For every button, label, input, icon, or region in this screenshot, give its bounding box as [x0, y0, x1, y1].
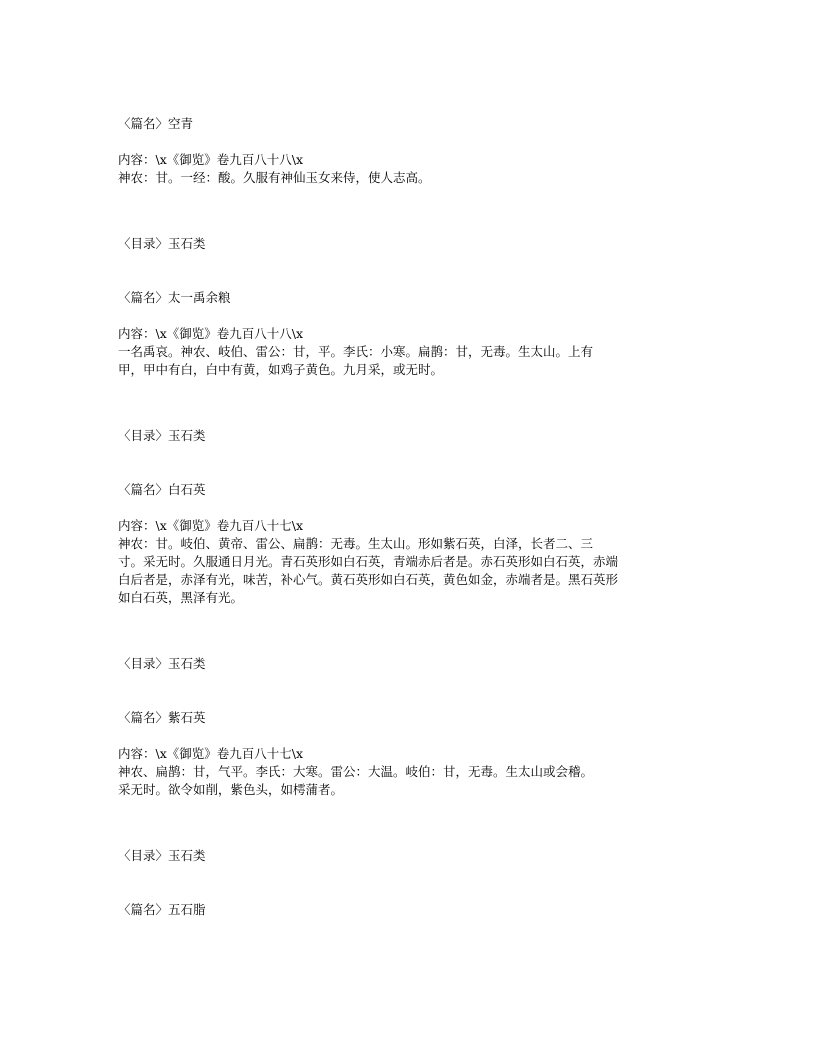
spacer	[118, 607, 698, 655]
content-source-line: 内容：\x《御览》卷九百八十七\x	[118, 746, 304, 761]
content-text-line: 寸。采无时。久服通日月光。青石英形如白石英，青端赤后者是。赤石英形如白石英，赤端	[118, 554, 619, 569]
content-text-line: 神农、扁鹊：甘，气平。李氏：大寒。雷公：大温。岐伯：甘，无毒。生太山或会稽。	[118, 764, 594, 779]
catalog-heading: 〈目录〉玉石类	[118, 848, 206, 863]
spacer	[118, 187, 698, 235]
content-text-line: 神农：甘。岐伯、黄帝、雷公、扁鹊：无毒。生太山。形如紫石英，白泽，长者二、三	[118, 536, 594, 551]
catalog-heading: 〈目录〉玉石类	[118, 236, 206, 251]
spacer	[118, 673, 698, 709]
content-text-line: 如白石英，黑泽有光。	[118, 590, 244, 605]
spacer	[118, 727, 698, 745]
content-text-line: 甲，甲中有白，白中有黄，如鸡子黄色。九月采，或无时。	[118, 362, 444, 377]
section-heading: 〈篇名〉紫石英	[118, 710, 206, 725]
content-source-line: 内容：\x《御览》卷九百八十八\x	[118, 326, 304, 341]
spacer	[118, 799, 698, 847]
content-text-line: 白后者是，赤泽有光，味苦，补心气。黄石英形如白石英，黄色如金，赤端者是。黑石英形	[118, 572, 619, 587]
section-heading: 〈篇名〉五石脂	[118, 902, 206, 917]
content-text-line: 采无时。欲令如削，紫色头，如樗蒲者。	[118, 782, 344, 797]
content-text-line: 神农：甘。一经：酸。久服有神仙玉女来侍，使人志高。	[118, 170, 431, 185]
spacer	[118, 499, 698, 517]
spacer	[118, 865, 698, 901]
document-page	[118, 115, 698, 919]
spacer	[118, 133, 698, 151]
spacer	[118, 379, 698, 427]
content-text-line: 一名禹哀。神农、岐伯、雷公：甘，平。李氏：小寒。扁鹊：甘，无毒。生太山。上有	[118, 344, 594, 359]
catalog-heading: 〈目录〉玉石类	[118, 656, 206, 671]
section-heading: 〈篇名〉太一禹余粮	[118, 290, 231, 305]
content-source-line: 内容：\x《御览》卷九百八十八\x	[118, 152, 304, 167]
spacer	[118, 253, 698, 289]
spacer	[118, 445, 698, 481]
section-heading: 〈篇名〉白石英	[118, 482, 206, 497]
spacer	[118, 307, 698, 325]
catalog-heading: 〈目录〉玉石类	[118, 428, 206, 443]
content-source-line: 内容：\x《御览》卷九百八十七\x	[118, 518, 304, 533]
section-heading: 〈篇名〉空青	[118, 116, 194, 131]
